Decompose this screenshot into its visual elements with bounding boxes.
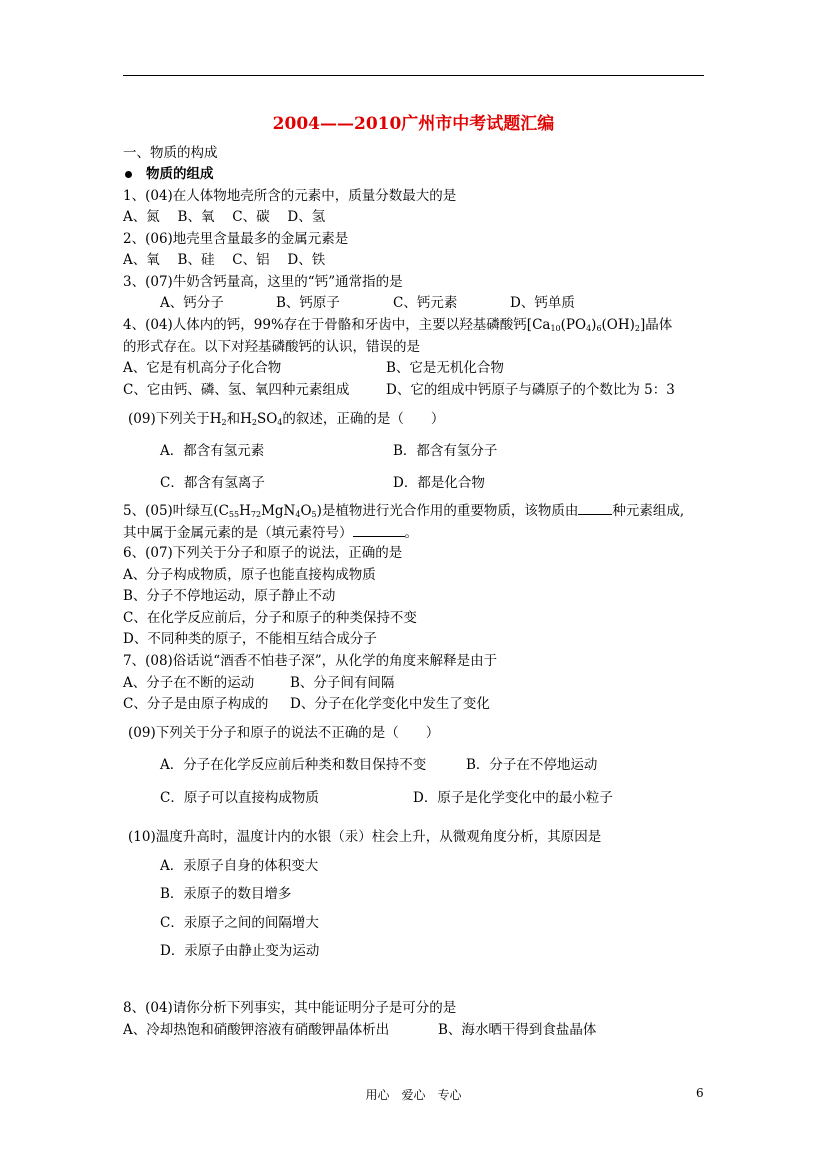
question-3-option-d: D、钙单质 [510,295,575,311]
question-7b-option-d: D．原子是化学变化中的最小粒子 [413,790,613,806]
page-number: 6 [696,1086,704,1100]
question-7-option-b: B、分子间有间隔 [290,675,395,691]
question-3-option-c: C、钙元素 [393,295,458,311]
question-8-stem: 8、(04)请你分析下列事实，其中能证明分子是可分的是 [123,1000,457,1016]
question-2-stem: 2、(06)地壳里含量最多的金属元素是 [123,231,349,247]
document-title: 2004——2010广州市中考试题汇编 [272,114,555,134]
question-6-option-a: A、分子构成物质，原子也能直接构成物质 [123,567,376,583]
q5-text-a: 5、(05)叶绿互(C [123,503,229,519]
q4-sub-3: 6 [596,324,602,333]
q4b-sub-2: 2 [251,418,257,427]
q5-text-b: H [239,503,251,519]
question-1-options: A、氮 B、氧 C、碳 D、氢 [123,209,326,225]
q5-sub-4: 5 [311,510,317,519]
question-6-option-d: D、不同种类的原子，不能相互结合成分子 [123,631,377,647]
question-4b-stem [128,410,444,428]
q4-text-e: ]晶体 [640,317,673,333]
q4b-text-b: 和H [226,411,252,427]
answer-blank[interactable] [578,501,612,515]
question-4-option-c: C、它由钙、磷、氢、氧四种元素组成 [123,382,350,398]
question-3-stem: 3、(07)牛奶含钙量高，这里的“钙”通常指的是 [123,274,403,290]
bullet-icon [125,171,132,178]
question-7-stem: 7、(08)俗话说“酒香不怕巷子深”，从化学的角度来解释是由于 [123,653,498,669]
q4b-text-d: 的叙述，正确的是（ ） [282,411,445,427]
question-5-stem [123,501,684,520]
q4-text-c: ) [591,317,597,333]
subsection-heading [123,165,214,183]
question-5-stem-line-2 [123,523,418,542]
question-4-stem-line-2: 的形式存在。以下对羟基磷酸钙的认识，错误的是 [123,339,420,355]
question-8-option-b: B、海水晒干得到食盐晶体 [438,1022,597,1038]
q5-text-c: MgN [261,503,296,519]
question-7c-option-b: B．汞原子的数目增多 [160,886,292,902]
q5-sub-1: 55 [228,510,240,519]
q5-text-e: )是植物进行光合作用的重要物质，该物质由 [316,503,579,519]
header-rule [123,75,704,76]
q4-text-a: 4、(04)人体内的钙，99%存在于骨骼和牙齿中，主要以羟基磷酸钙[Ca [123,317,551,333]
question-4b-option-c: C．都含有氢离子 [160,475,265,491]
question-6-option-c: C、在化学反应前后，分子和原子的种类保持不变 [123,610,417,626]
question-7c-stem: (10)温度升高时，温度计内的水银（汞）柱会上升，从微观角度分析，其原因是 [128,829,602,845]
q4-sub-2: 4 [586,324,592,333]
question-7-option-c: C、分子是由原子构成的 [123,696,269,712]
question-4-option-b: B、它是无机化合物 [386,360,504,376]
question-8-option-a: A、冷却热饱和硝酸钾溶液有硝酸钾晶体析出 [123,1022,390,1038]
question-7b-stem: (09)下列关于分子和原子的说法不正确的是（ ） [128,725,440,741]
question-7b-option-c: C．原子可以直接构成物质 [160,790,319,806]
question-4b-option-d: D．都是化合物 [393,475,485,491]
q4b-sub-1: 2 [221,418,227,427]
q4-sub-1: 10 [550,324,561,333]
q5-sub-3: 4 [295,510,301,519]
question-7-option-a: A、分子在不断的运动 [123,675,255,691]
question-1-stem: 1、(04)在人体物地壳所含的元素中，质量分数最大的是 [123,188,457,204]
section-heading: 一、物质的构成 [123,145,218,161]
answer-blank[interactable] [353,523,405,537]
q5-sub-2: 72 [250,510,262,519]
question-4b-option-a: A．都含有氢元素 [160,443,265,459]
q5-text-h: 。 [404,525,418,541]
subsection-heading-text: 物质的组成 [146,166,214,182]
q4b-text-c: SO [256,411,278,427]
question-6-stem: 6、(07)下列关于分子和原子的说法，正确的是 [123,545,403,561]
question-2-options: A、氧 B、硅 C、铝 D、铁 [123,252,326,268]
q4b-text-a: (09)下列关于H [128,411,222,427]
question-4b-option-b: B．都含有氢分子 [393,443,498,459]
question-3-option-b: B、钙原子 [276,295,340,311]
q4-sub-4: 2 [634,324,640,333]
question-7b-option-a: A．分子在化学反应前后种类和数目保持不变 [160,757,427,773]
q4-text-d: (OH) [601,317,635,333]
question-7c-option-c: C．汞原子之间的间隔增大 [160,915,319,931]
q4b-sub-3: 4 [277,418,283,427]
page-footer: 用心 爱心 专心 [365,1088,462,1102]
question-7c-option-d: D．汞原子由静止变为运动 [160,943,320,959]
q5-text-f: 种元素组成, [612,503,685,519]
question-7c-option-a: A．汞原子自身的体积变大 [160,858,319,874]
question-7-option-d: D、分子在化学变化中发生了变化 [290,696,490,712]
q5-text-d: O [300,503,312,519]
question-6-option-b: B、分子不停地运动，原子静止不动 [123,588,336,604]
q5-text-g: 其中属于金属元素的是（填元素符号） [123,525,353,541]
question-4-stem [123,316,672,334]
q4-text-b: (PO [560,317,587,333]
question-4-option-a: A、它是有机高分子化合物 [123,360,282,376]
question-3-option-a: A、钙分子 [160,295,224,311]
question-4-option-d: D、它的组成中钙原子与磷原子的个数比为 5：3 [386,382,675,398]
question-7b-option-b: B．分子在不停地运动 [466,757,598,773]
